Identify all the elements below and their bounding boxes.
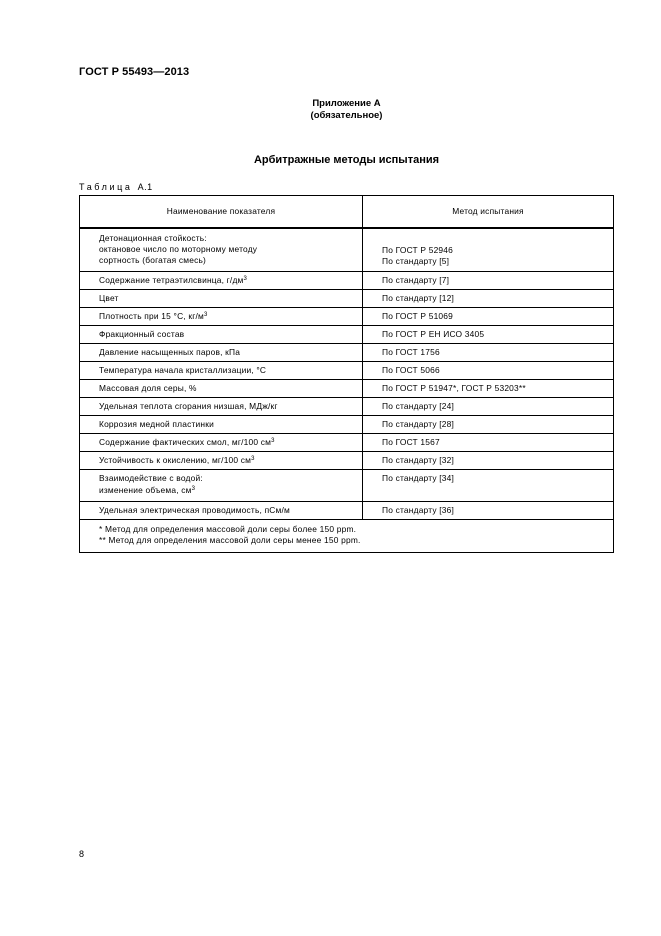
indicator-cell: Давление насыщенных паров, кПа bbox=[80, 343, 363, 361]
table-row bbox=[80, 271, 614, 289]
table-header-row bbox=[80, 196, 614, 228]
table-row bbox=[80, 469, 614, 501]
method-cell: По стандарту [12] bbox=[363, 289, 614, 307]
method-cell: По ГОСТ Р 51947*, ГОСТ Р 53203** bbox=[363, 379, 614, 397]
indicator-line: октановое число по моторному методу bbox=[99, 243, 258, 254]
indicator-cell: Коррозия медной пластинки bbox=[80, 415, 363, 433]
section-title: Арбитражные методы испытания bbox=[253, 154, 440, 166]
annex-title: Приложение А bbox=[312, 98, 381, 109]
table-row bbox=[80, 501, 614, 519]
method-cell: По стандарту [24] bbox=[363, 397, 614, 415]
indicator-cell: Удельная электрическая проводимость, пСм/м bbox=[80, 501, 363, 519]
table-note: ** Метод для определения массовой доли серы менее 150 ppm. bbox=[99, 534, 361, 545]
indicator-cell: Содержание тетраэтилсвинца, $г/дм^3$ bbox=[80, 271, 363, 289]
indicator-cell: Плотность при 15 °С, $кг/м^3$ bbox=[80, 307, 363, 325]
indicator-line: изменение объема, $см^3$ bbox=[99, 484, 196, 495]
document-code: ГОСТ Р 55493—2013 bbox=[79, 66, 190, 78]
indicator-cell: Цвет bbox=[80, 289, 363, 307]
annex-heading bbox=[0, 98, 661, 122]
table-row bbox=[80, 307, 614, 325]
method-cell: По стандарту [36] bbox=[363, 501, 614, 519]
method-line: По ГОСТ Р 52946 bbox=[382, 244, 453, 255]
method-line: По стандарту [5] bbox=[382, 255, 450, 266]
table-row bbox=[80, 325, 614, 343]
table-notes-row bbox=[80, 519, 614, 552]
annex-status: (обязательное) bbox=[310, 110, 383, 121]
table-caption bbox=[79, 182, 153, 192]
indicator-cell bbox=[80, 228, 363, 272]
indicator-cell: Удельная теплота сгорания низшая, МДж/кг bbox=[80, 397, 363, 415]
indicator-cell: Массовая доля серы, % bbox=[80, 379, 363, 397]
table-row bbox=[80, 343, 614, 361]
table-note: * Метод для определения массовой доли серы более 150 ppm. bbox=[99, 523, 357, 534]
method-cell bbox=[363, 228, 614, 272]
table-row bbox=[80, 451, 614, 469]
indicator-cell: Содержание фактических смол, мг/100 $см^3$ bbox=[80, 433, 363, 451]
table-row bbox=[80, 379, 614, 397]
indicator-cell: Фракционный состав bbox=[80, 325, 363, 343]
indicator-line: сортность (богатая смесь) bbox=[99, 254, 207, 265]
header-method: Метод испытания bbox=[363, 196, 614, 228]
method-cell: По ГОСТ Р 51069 bbox=[363, 307, 614, 325]
indicator-line: Детонационная стойкость: bbox=[99, 232, 207, 243]
method-cell: По стандарту [7] bbox=[363, 271, 614, 289]
method-cell: По стандарту [34] bbox=[363, 469, 614, 501]
method-cell: По ГОСТ Р ЕН ИСО 3405 bbox=[363, 325, 614, 343]
indicator-cell: Температура начала кристаллизации, °С bbox=[80, 361, 363, 379]
methods-table bbox=[79, 195, 614, 553]
table-row bbox=[80, 228, 614, 272]
table-caption-word: Таблица bbox=[79, 182, 133, 192]
header-indicator: Наименование показателя bbox=[80, 196, 363, 228]
indicator-line: Взаимодействие с водой: bbox=[99, 472, 203, 483]
page-number: 8 bbox=[79, 849, 85, 859]
method-cell: По ГОСТ 5066 bbox=[363, 361, 614, 379]
table-caption-number: А.1 bbox=[137, 182, 153, 192]
table-row bbox=[80, 361, 614, 379]
indicator-cell: Устойчивость к окислению, мг/100 $см^3$ bbox=[80, 451, 363, 469]
table-row bbox=[80, 433, 614, 451]
method-cell: По ГОСТ 1567 bbox=[363, 433, 614, 451]
table-row bbox=[80, 289, 614, 307]
table-row bbox=[80, 415, 614, 433]
method-cell: По стандарту [28] bbox=[363, 415, 614, 433]
table-notes bbox=[80, 519, 614, 552]
indicator-cell bbox=[80, 469, 363, 501]
method-cell: По ГОСТ 1756 bbox=[363, 343, 614, 361]
method-cell: По стандарту [32] bbox=[363, 451, 614, 469]
table-row bbox=[80, 397, 614, 415]
